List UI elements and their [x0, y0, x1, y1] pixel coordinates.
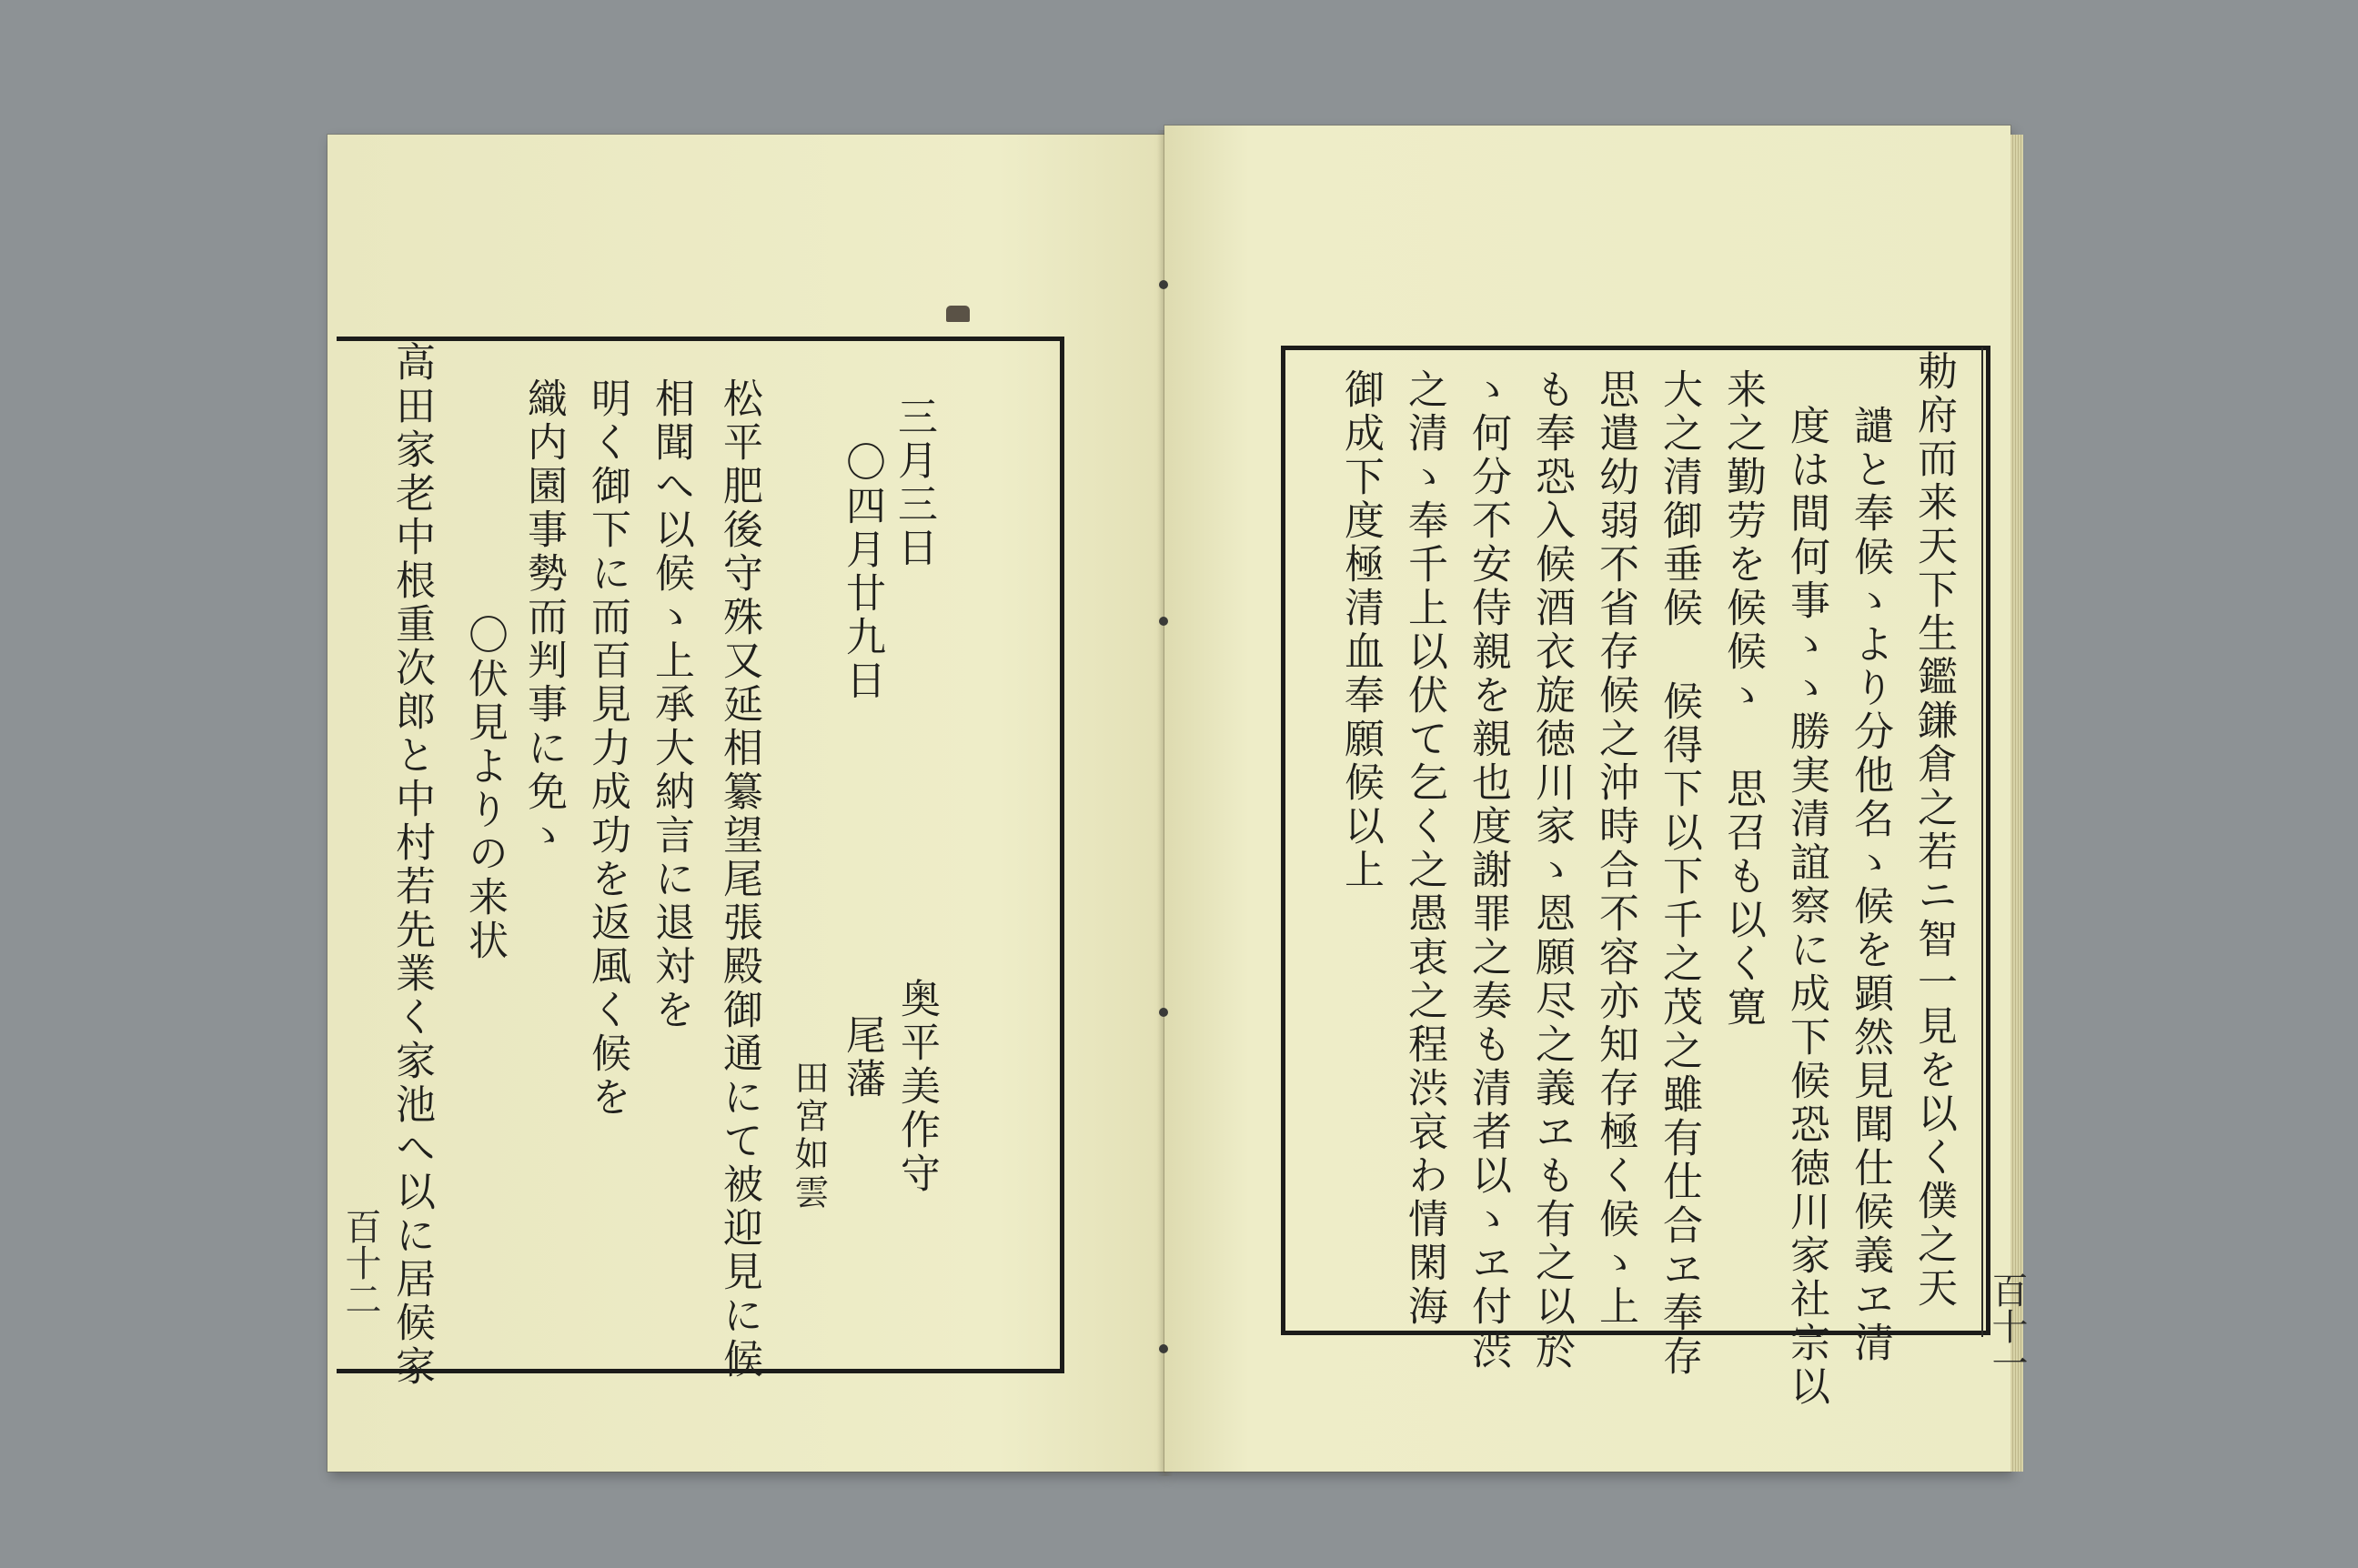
text-column: 明く御下に而百見力成功を返風く候を: [584, 377, 630, 1120]
text-column: も奉恐入候酒衣旋徳川家ゝ恩願尽之義ヱも有之以於: [1528, 368, 1575, 1372]
person-name: 田宮如雲: [789, 1060, 829, 1212]
ink-smudge: [946, 306, 970, 322]
right-margin-rule: [1981, 347, 1989, 1337]
text-column: 勅府而来天下生鑑鎌倉之若ニ智一見を以く僕之天: [1910, 350, 1957, 1311]
page-number-left: 百十二: [339, 1208, 381, 1317]
text-column: 〇伏見よりの来状: [461, 614, 508, 963]
text-column: 御成下度極清血奉願候以上: [1337, 368, 1384, 892]
text-column: ゝ何分不安侍親を親也度謝罪之奏も清者以ゝヱ付渋: [1465, 368, 1511, 1372]
date-line-2: 〇四月廿九日: [839, 441, 885, 703]
text-column: 度は間何事ゝゝ勝実清誼察に成下候恐徳川家社宗以: [1783, 405, 1829, 1409]
text-column: 相聞へ以候ゝ上承大納言に退対を: [648, 377, 694, 1032]
right-text-frame: [1281, 346, 1990, 1409]
page-number-right: 百十一: [1986, 1271, 2028, 1381]
date-line-1: 三月三日: [891, 396, 937, 570]
sender-name: 奥平美作守: [893, 978, 940, 1196]
text-column: 高田家老中根重次郎と中村若先業く家池へ以に居候家: [388, 341, 435, 1389]
text-column: 思遣幼弱不省存候之沖時合不容亦知存極く候ゝ上: [1592, 368, 1638, 1329]
left-text-frame: [337, 337, 1064, 1389]
text-column: 大之清御垂候 候得下以下千之茂之雖有仕合ヱ奉存: [1656, 368, 1702, 1379]
left-page: [328, 135, 1164, 1472]
text-column: 譴と奉候ゝより分他名ゝ候を顕然見聞仕候義ヱ清: [1847, 405, 1893, 1365]
text-column: 織内園事勢而判事に免ゝ: [520, 377, 567, 858]
open-book: [328, 126, 2028, 1479]
text-column: 松平肥後守殊又延相纂望尾張殿御通にて被迎見に候: [716, 377, 762, 1382]
text-column: 之清ゝ奉千上以伏て乞く之愚衷之程渋哀わ情閑海: [1401, 368, 1447, 1329]
text-column: 来之勤劳を候候ゝ 思召も以く寛: [1719, 368, 1766, 1030]
domain-label: 尾藩: [839, 1014, 885, 1101]
